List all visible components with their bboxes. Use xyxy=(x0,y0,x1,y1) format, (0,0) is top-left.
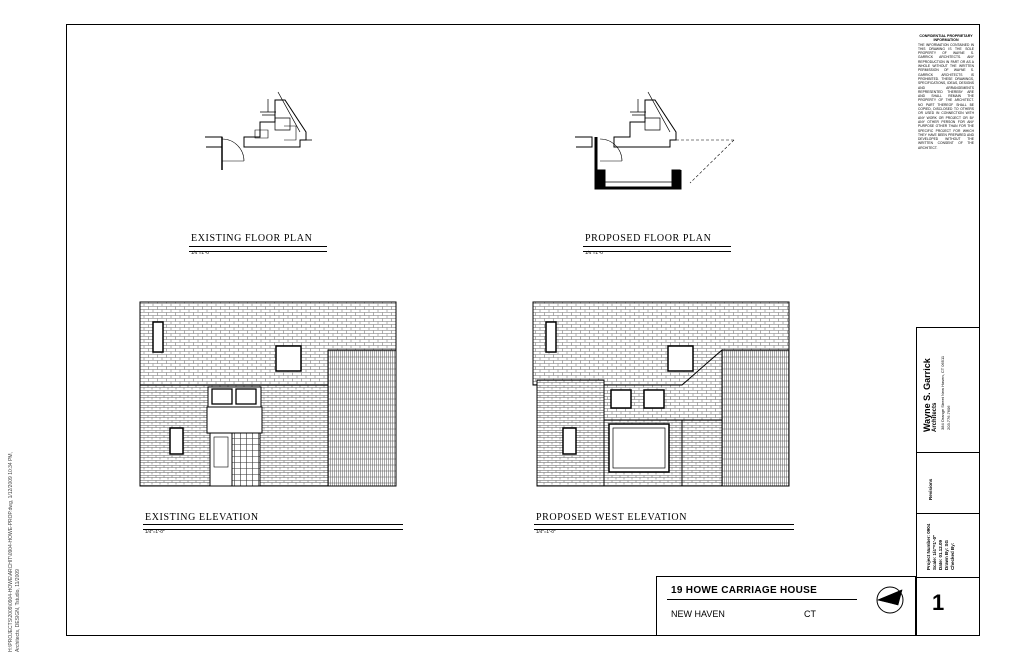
title-underline xyxy=(583,246,731,252)
existing-floor-plan-title-text: EXISTING FLOOR PLAN xyxy=(191,233,313,244)
revisions-cell-divider xyxy=(917,452,980,453)
title-underline xyxy=(143,524,403,530)
proposed-elevation-scale: 1/4"=1'-0" xyxy=(536,529,556,534)
project-checked-by: Checked By: xyxy=(950,542,955,570)
file-path-note: H:\PROJECTS\2009\0904-HOWE\ARCHIT\0904-HOWE-PROP.dwg, 1/12/2009 10:34 PM, xyxy=(8,452,14,652)
proposed-elevation-title xyxy=(536,512,687,523)
existing-floor-plan xyxy=(205,92,312,170)
revisions-label: Revisions xyxy=(928,478,933,500)
project-title-block xyxy=(656,576,916,636)
sheet-number: 1 xyxy=(932,590,945,615)
project-date: Date: 01.12.09 xyxy=(938,539,943,570)
project-name: 19 HOWE CARRIAGE HOUSE xyxy=(671,585,818,596)
confidential-heading: CONFIDENTIAL PROPRIETARY INFORMATION xyxy=(919,34,973,43)
north-label: N xyxy=(893,594,899,601)
sheet-number-cell-divider xyxy=(917,577,980,578)
project-scale: Scale: 1/4"=1'-0" xyxy=(932,534,937,570)
confidential-body: THE INFORMATION CONTAINED IN THIS DRAWING IS THE SOLE PROPERTY OF WAYNE S. GARRICK ARCHITECTS. ANY REPRODUCTION IN PART OR AS A WHOLE WITHOUT THE WRITTEN PERMISSION OF WAYNE S. GARRICK ARCHITECTS IS PROHIBITED. THESE DRAWINGS, SPECIFICATIONS, IDEAS, DESIGNS AND ARRANGEMENTS REPRESENTED THEREBY ARE AND SHALL REMAIN THE PROPERTY OF THE ARCHITECT. NO PART THEREOF SHALL BE COPIED, DISCLOSED TO OTHERS OR USED IN CONNECTION WITH ANY WORK OR PROJECT OR BY ANY OTHER PERSON FOR ANY PURPOSE OTHER THAN FOR THE SPECIFIC PROJECT FOR WHICH THEY HAVE BEEN PREPARED AND DEVELOPED WITHOUT THE WRITTEN CONSENT OF THE ARCHITECT. xyxy=(918,42,974,150)
architect-firm: Architects xyxy=(932,402,938,432)
existing-elevation-title-text: EXISTING ELEVATION xyxy=(145,512,259,523)
title-underline xyxy=(534,524,794,530)
project-number: Project Number: 0904 xyxy=(926,523,931,570)
existing-elevation xyxy=(140,302,396,486)
existing-elevation-title xyxy=(145,512,259,523)
architect-address: 384 Orange Street New Haven, CT 06511 xyxy=(940,355,945,430)
project-info-cell-divider xyxy=(917,513,980,514)
architect-phone: 203.776.7606 xyxy=(946,405,951,430)
existing-elevation-scale: 1/4"=1'-0" xyxy=(145,529,165,534)
project-city: NEW HAVEN xyxy=(671,609,725,619)
architect-cell-divider xyxy=(917,327,980,328)
proposed-floor-plan-title-text: PROPOSED FLOOR PLAN xyxy=(585,233,712,244)
title-block-divider xyxy=(667,599,857,600)
existing-floor-plan-title xyxy=(191,233,312,244)
project-state: CT xyxy=(804,609,816,619)
proposed-floor-plan-title xyxy=(585,233,711,244)
architect-name: Wayne S. Garrick xyxy=(922,358,932,432)
proposed-floor-plan xyxy=(575,92,734,188)
author-note: Architects, DESIGN, Tstudio, 11/2009 xyxy=(15,569,21,652)
proposed-west-elevation xyxy=(533,302,789,486)
existing-floor-plan-scale: 1/4"=1'-0" xyxy=(191,250,211,255)
project-drawn-by: Drawn By: SG xyxy=(944,539,949,570)
proposed-elevation-title-text: PROPOSED WEST ELEVATION xyxy=(536,512,688,523)
proposed-floor-plan-scale: 1/4"=1'-0" xyxy=(585,250,605,255)
